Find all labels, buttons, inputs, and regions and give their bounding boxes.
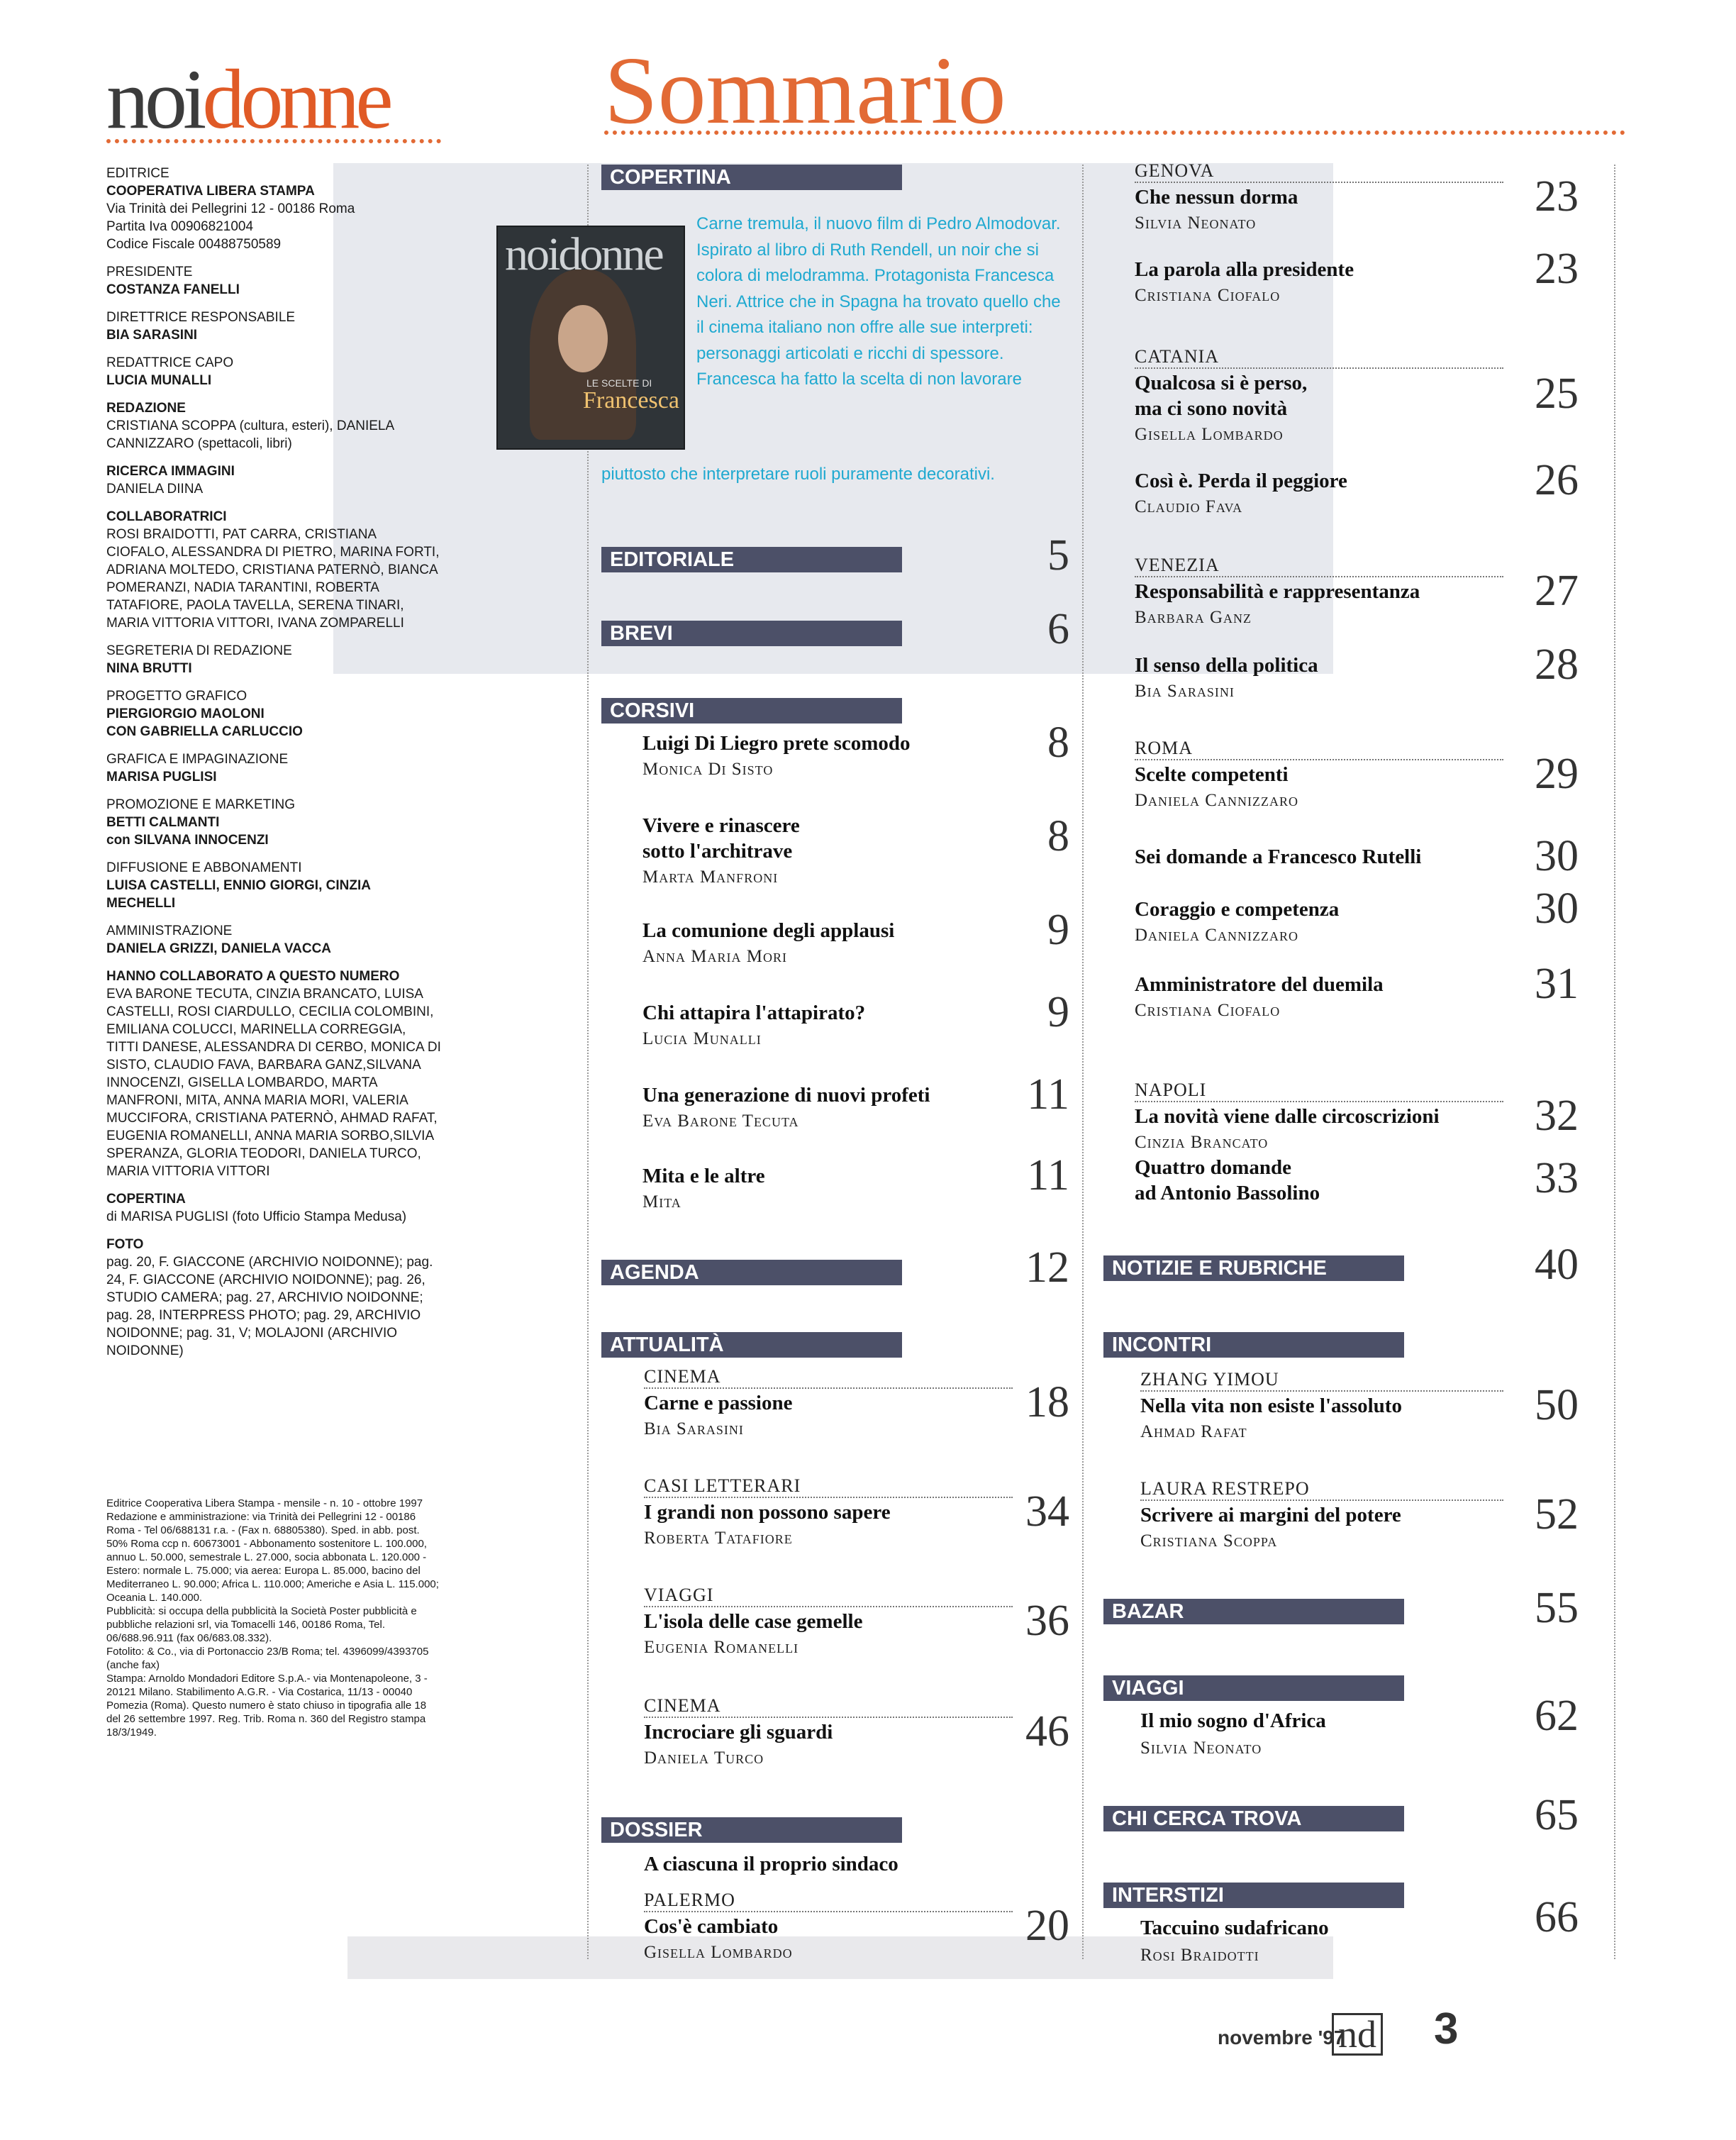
colophon-block xyxy=(106,687,441,741)
toc-title[interactable]: Amministratore del duemila xyxy=(1135,973,1384,996)
page-number: 50 xyxy=(1535,1381,1579,1429)
colophon-block xyxy=(106,309,441,344)
toc-title[interactable]: Qualcosa si è perso, xyxy=(1135,372,1308,394)
colophon-label: SEGRETERIA DI REDAZIONE xyxy=(106,643,292,658)
toc-author: Gisella Lombardo xyxy=(1135,425,1284,444)
colophon-value: PIERGIORGIO MAOLONI CON GABRIELLA CARLUCCIO xyxy=(106,706,303,739)
toc-title[interactable]: I grandi non possono sapere xyxy=(644,1501,891,1524)
page-number: 62 xyxy=(1535,1692,1579,1740)
page-number: 18 xyxy=(1025,1378,1069,1426)
colophon-block xyxy=(106,750,441,786)
toc-title[interactable]: Una generazione di nuovi profeti xyxy=(642,1084,930,1107)
toc-title[interactable]: Chi attapira l'attapirato? xyxy=(642,1002,866,1024)
colophon-label: COPERTINA xyxy=(106,1192,186,1207)
colophon-block xyxy=(106,1236,441,1360)
page-number: 52 xyxy=(1535,1490,1579,1539)
colophon-block xyxy=(106,462,441,498)
cover-blurb: Carne tremula, il nuovo film di Pedro Almodovar. Ispirato al libro di Ruth Rendell, un noir che si colora di melodramma. Protagonista Francesca Neri. Attrice che in Spagna ha trovato quello che il cinema italiano non offre alle sue interpreti: personaggi articolati e ricchi di spessore. Francesca ha fatto la scelta di non lavorare xyxy=(696,214,1061,389)
page-number: 32 xyxy=(1535,1092,1579,1140)
page-number: 30 xyxy=(1535,885,1579,933)
section-brevi[interactable]: BREVI xyxy=(601,621,902,646)
toc-author: Silvia Neonato xyxy=(1135,214,1257,233)
toc-author: Cristiana Scoppa xyxy=(1140,1531,1278,1551)
section-interstizi[interactable]: INTERSTIZI xyxy=(1103,1883,1404,1908)
folio-page-number: 3 xyxy=(1434,2005,1459,2053)
colophon xyxy=(106,165,441,1370)
toc-category: VIAGGI xyxy=(644,1585,1013,1607)
colophon-label: DIFFUSIONE E ABBONAMENTI xyxy=(106,860,302,875)
page-number: 33 xyxy=(1535,1154,1579,1202)
colophon-value: ROSI BRAIDOTTI, PAT CARRA, CRISTIANA CIOFALO, ALESSANDRA DI PIETRO, MARINA FORTI, ADRIANA MOLTEDO, CRISTIANA PATERNÒ, BIANCA POMERANZI, NADIA TARANTINI, ROBERTA TATAFIORE, PAOLA TAVELLA, SERENA TINARI, MARIA VITTORIA VITTORI, IVANA ZOMPARELLI xyxy=(106,527,440,631)
colophon-value: BETTI CALMANTI con SILVANA INNOCENZI xyxy=(106,815,269,848)
toc-author: Claudio Fava xyxy=(1135,497,1243,516)
divider-right xyxy=(1614,165,1615,1959)
toc-category: CATANIA xyxy=(1135,346,1503,369)
noidonne-logo xyxy=(106,52,389,146)
section-chi-cerca-trova[interactable]: CHI CERCA TROVA xyxy=(1103,1806,1404,1831)
section-notizie-rubriche[interactable]: NOTIZIE E RUBRICHE xyxy=(1103,1255,1404,1281)
toc-category: NAPOLI xyxy=(1135,1080,1503,1102)
section-agenda[interactable]: AGENDA xyxy=(601,1260,902,1285)
cover-blurb-tail: piuttosto che interpretare ruoli puramente decorativi. xyxy=(601,465,995,484)
toc-category: GENOVA xyxy=(1135,160,1503,183)
colophon-label: EDITRICE xyxy=(106,166,169,181)
toc-author: Roberta Tatafiore xyxy=(644,1529,793,1548)
page-number: 23 xyxy=(1535,245,1579,293)
imprint-text: Editrice Cooperativa Libera Stampa - mensile - n. 10 - ottobre 1997 Redazione e amministrazione: via Trinità dei Pellegrini 12 - 00186 Roma - Tel 06/688131 r.a. - (Fax n. 68805380). Sped. in abb. post. 50% Roma ccp n. 60673001 - Abbonamento sostenitore L. 100.000, annuo L. 50.000, semestrale L. 27.000, socia abbonata L. 120.000 - Estero: normale L. 75.000; via aerea: Europa L. 85.000, bacino del Mediterraneo L. 90.000; Africa L. 110.000; Americhe e Asia L. 115.000; Oceania L. 140.000. Pubblicità: si occupa della pubblicità la Società Poster pubblicità e pubbliche relazioni srl, via Tomacelli 146, 00186 Roma, Tel. 06/688.96.911 (fax 06/683.08.332). Fotolito: & Co., via di Portonaccio 23/B Roma; tel. 4396099/4393705 (anche fax) Stampa: Arnoldo Mondadori Editore S.p.A.- via Montenapoleone, 3 - 20121 Milano. Stabilimento A.G.R. - Via Costarica, 11/13 - 00040 Pomezia (Roma). Questo numero è stato chiuso in tipografia alle 18 del 26 settembre 1997. Reg. Trib. Roma n. 360 del Registro stampa 18/3/1949. xyxy=(106,1497,439,1739)
toc-author: Daniela Cannizzaro xyxy=(1135,926,1298,945)
toc-category: LAURA RESTREPO xyxy=(1140,1478,1503,1501)
toc-title[interactable]: Taccuino sudafricano xyxy=(1140,1917,1329,1939)
colophon-block xyxy=(106,263,441,299)
colophon-block xyxy=(106,354,441,389)
colophon-block xyxy=(106,968,441,1180)
toc-title-line2[interactable]: ad Antonio Bassolino xyxy=(1135,1182,1320,1204)
colophon-label: REDAZIONE xyxy=(106,401,186,416)
toc-title[interactable]: Nella vita non esiste l'assoluto xyxy=(1140,1395,1402,1417)
page-number: 20 xyxy=(1025,1902,1069,1950)
imprint xyxy=(106,1497,441,1739)
toc-title[interactable]: Scrivere ai margini del potere xyxy=(1140,1504,1401,1526)
toc-author: Bia Sarasini xyxy=(644,1419,744,1438)
colophon-value: NINA BRUTTI xyxy=(106,661,192,676)
colophon-value: BIA SARASINI xyxy=(106,328,198,343)
page-number: 36 xyxy=(1025,1597,1069,1645)
toc-title[interactable]: Quattro domande xyxy=(1135,1156,1292,1179)
toc-title[interactable]: Sei domande a Francesco Rutelli xyxy=(1135,846,1422,868)
footer-logo: nd xyxy=(1332,2013,1383,2056)
colophon-label: HANNO COLLABORATO A QUESTO NUMERO xyxy=(106,969,400,984)
toc-category: CINEMA xyxy=(644,1366,1013,1389)
toc-title[interactable]: Scelte competenti xyxy=(1135,763,1289,786)
section-copertina[interactable]: COPERTINA xyxy=(601,165,902,190)
page-number: 12 xyxy=(1025,1243,1069,1292)
colophon-value: LUCIA MUNALLI xyxy=(106,373,212,388)
toc-author: Daniela Cannizzaro xyxy=(1135,791,1298,810)
toc-category: VENEZIA xyxy=(1135,555,1503,577)
logo-dotted-rule xyxy=(106,139,441,143)
toc-author: Cristiana Ciofalo xyxy=(1135,1001,1281,1020)
colophon-value: DANIELA GRIZZI, DANIELA VACCA xyxy=(106,941,332,956)
toc-category: CASI LETTERARI xyxy=(644,1475,1013,1498)
page-number: 30 xyxy=(1535,832,1579,880)
page-number: 23 xyxy=(1535,172,1579,221)
toc-author: Anna Maria Mori xyxy=(642,947,788,966)
colophon-block xyxy=(106,1190,441,1226)
toc-title[interactable]: Il mio sogno d'Africa xyxy=(1140,1709,1326,1732)
toc-title[interactable]: Così è. Perda il peggiore xyxy=(1135,470,1347,492)
cover-logo: noidonne xyxy=(505,228,662,280)
colophon-detail: CRISTIANA SCOPPA (cultura, esteri), DANIELA CANNIZZARO (spettacoli, libri) xyxy=(106,418,394,451)
page-number: 8 xyxy=(1047,719,1069,767)
toc-category: PALERMO xyxy=(644,1890,1013,1912)
toc-author: Silvia Neonato xyxy=(1140,1739,1262,1758)
toc-author: Lucia Munalli xyxy=(642,1029,762,1048)
section-corsivi[interactable]: CORSIVI xyxy=(601,698,902,724)
toc-title[interactable]: Cos'è cambiato xyxy=(644,1915,779,1938)
issue-date: novembre '97 xyxy=(1218,2027,1345,2048)
colophon-label: AMMINISTRAZIONE xyxy=(106,924,233,938)
logo-part-donne: donne xyxy=(202,52,389,146)
toc-title[interactable]: Il senso della politica xyxy=(1135,654,1318,677)
colophon-value: EVA BARONE TECUTA, CINZIA BRANCATO, LUISA CASTELLI, ROSI CIARDULLO, CECILIA COLOMBINI, EMILIANA COLUCCI, MARINELLA CORREGGIA, TITTI DANESE, ALESSANDRA DI CERBO, MONICA DI SISTO, CLAUDIO FAVA, BARBARA GANZ,SILVANA INNOCENZI, GISELLA LOMBARDO, MARTA MANFRONI, MITA, ANNA MARIA MORI, VALERIA MUCCIFORA, CRISTIANA PATERNÒ, AHMAD RAFAT, EUGENIA ROMANELLI, ANNA MARIA SORBO,SILVIA SPERANZA, GLORIA TEODORI, DANIELA TURCO, MARIA VITTORIA VITTORI xyxy=(106,987,441,1179)
toc-title[interactable]: L'isola delle case gemelle xyxy=(644,1610,863,1633)
colophon-detail: DANIELA DIINA xyxy=(106,482,204,497)
section-attualita[interactable]: ATTUALITÀ xyxy=(601,1332,902,1358)
dossier-headline[interactable]: A ciascuna il proprio sindaco xyxy=(644,1853,898,1875)
toc-author: Mita xyxy=(642,1192,681,1212)
toc-author: Marta Manfroni xyxy=(642,867,779,887)
colophon-detail: pag. 20, F. GIACCONE (ARCHIVIO NOIDONNE); pag. 24, F. GIACCONE (ARCHIVIO NOIDONNE); pag. 26, STUDIO CAMERA; pag. 27, ARCHIVIO NOIDONNE; pag. 28, INTERPRESS PHOTO; pag. 29, ARCHIVIO NOIDONNE; pag. 31, V; MOLAJONI (ARCHIVIO NOIDONNE) xyxy=(106,1255,433,1358)
divider-middle xyxy=(1082,165,1084,1959)
colophon-label: FOTO xyxy=(106,1237,144,1252)
page-number: 5 xyxy=(1047,531,1069,580)
toc-category: CINEMA xyxy=(644,1695,1013,1718)
section-incontri[interactable]: INCONTRI xyxy=(1103,1332,1404,1358)
page-number: 55 xyxy=(1535,1584,1579,1632)
toc-title[interactable]: Coraggio e competenza xyxy=(1135,898,1340,921)
toc-author: Gisella Lombardo xyxy=(644,1943,793,1962)
colophon-label: PRESIDENTE xyxy=(106,265,193,279)
colophon-value: COSTANZA FANELLI xyxy=(106,282,240,297)
toc-author: Ahmad Rafat xyxy=(1140,1422,1247,1441)
toc-title[interactable]: La comunione degli applausi xyxy=(642,919,895,942)
section-viaggi[interactable]: VIAGGI xyxy=(1103,1675,1404,1701)
page-number: 25 xyxy=(1535,370,1579,418)
toc-title[interactable]: Responsabilità e rappresentanza xyxy=(1135,580,1420,603)
page-number: 40 xyxy=(1535,1241,1579,1289)
colophon-label: REDATTRICE CAPO xyxy=(106,355,234,370)
page-number: 11 xyxy=(1027,1151,1069,1199)
section-bazar[interactable]: BAZAR xyxy=(1103,1599,1404,1624)
cover-portrait-face xyxy=(558,305,608,372)
colophon-block xyxy=(106,922,441,958)
toc-title[interactable]: La parola alla presidente xyxy=(1135,258,1354,281)
toc-author: Cinzia Brancato xyxy=(1135,1133,1269,1152)
toc-category: ROMA xyxy=(1135,738,1503,760)
toc-author: Rosi Braidotti xyxy=(1140,1946,1259,1965)
colophon-label: DIRETTRICE RESPONSABILE xyxy=(106,310,296,325)
colophon-block xyxy=(106,508,441,632)
colophon-label: RICERCA IMMAGINI xyxy=(106,464,235,479)
toc-author: Daniela Turco xyxy=(644,1748,764,1768)
title-dotted-rule xyxy=(604,131,1625,135)
colophon-detail: Via Trinità dei Pellegrini 12 - 00186 Roma Partita Iva 00906821004 Codice Fiscale 00488750589 xyxy=(106,201,355,252)
toc-author: Monica Di Sisto xyxy=(642,760,774,779)
page-number: 65 xyxy=(1535,1791,1579,1839)
toc-title[interactable]: Mita e le altre xyxy=(642,1165,765,1187)
colophon-value: COOPERATIVA LIBERA STAMPA xyxy=(106,184,315,199)
colophon-value: LUISA CASTELLI, ENNIO GIORGI, CINZIA MECHELLI xyxy=(106,878,371,911)
colophon-label: GRAFICA E IMPAGINAZIONE xyxy=(106,752,289,767)
page-number: 27 xyxy=(1535,567,1579,615)
toc-category: ZHANG YIMOU xyxy=(1140,1369,1503,1392)
toc-author: Bia Sarasini xyxy=(1135,682,1235,701)
colophon-block xyxy=(106,165,441,253)
page-number: 9 xyxy=(1047,988,1069,1036)
page-number: 6 xyxy=(1047,605,1069,653)
cover-thumbnail[interactable] xyxy=(496,226,685,450)
cover-title: Francesca xyxy=(583,387,679,414)
colophon-block xyxy=(106,399,441,453)
toc-title-line2[interactable]: sotto l'architrave xyxy=(642,840,793,863)
page-number: 34 xyxy=(1025,1487,1069,1536)
toc-title[interactable]: Carne e passione xyxy=(644,1392,793,1414)
colophon-block xyxy=(106,642,441,677)
page-number: 26 xyxy=(1535,456,1579,504)
colophon-label: COLLABORATRICI xyxy=(106,509,227,524)
toc-title[interactable]: Vivere e rinascere xyxy=(642,814,800,837)
page-number: 31 xyxy=(1535,960,1579,1008)
page-number: 8 xyxy=(1047,812,1069,860)
toc-author: Eva Barone Tecuta xyxy=(642,1111,799,1131)
logo-part-noi: noi xyxy=(106,52,203,146)
page-number: 46 xyxy=(1025,1707,1069,1756)
toc-title[interactable]: Che nessun dorma xyxy=(1135,186,1298,209)
colophon-value: MARISA PUGLISI xyxy=(106,770,217,785)
section-editoriale[interactable]: EDITORIALE xyxy=(601,547,902,572)
page-number: 9 xyxy=(1047,906,1069,954)
colophon-label: PROMOZIONE E MARKETING xyxy=(106,797,296,812)
page-number: 29 xyxy=(1535,750,1579,798)
toc-title-line2[interactable]: ma ci sono novità xyxy=(1135,397,1288,420)
page-number: 11 xyxy=(1027,1070,1069,1119)
page-number: 66 xyxy=(1535,1893,1579,1941)
toc-author: Eugenia Romanelli xyxy=(644,1638,799,1657)
toc-title[interactable]: La novità viene dalle circoscrizioni xyxy=(1135,1105,1440,1128)
colophon-label: PROGETTO GRAFICO xyxy=(106,689,247,704)
toc-title[interactable]: Incrociare gli sguardi xyxy=(644,1721,833,1743)
colophon-detail: di MARISA PUGLISI (foto Ufficio Stampa Medusa) xyxy=(106,1209,407,1224)
colophon-block xyxy=(106,796,441,849)
page-title: Sommario xyxy=(604,38,1006,144)
toc-author: Cristiana Ciofalo xyxy=(1135,286,1281,305)
section-dossier[interactable]: DOSSIER xyxy=(601,1817,902,1843)
cover-kicker: LE SCELTE DI xyxy=(586,377,652,389)
toc-author: Barbara Ganz xyxy=(1135,608,1252,627)
colophon-block xyxy=(106,859,441,912)
toc-title[interactable]: Luigi Di Liegro prete scomodo xyxy=(642,732,911,755)
page-number: 28 xyxy=(1535,641,1579,689)
